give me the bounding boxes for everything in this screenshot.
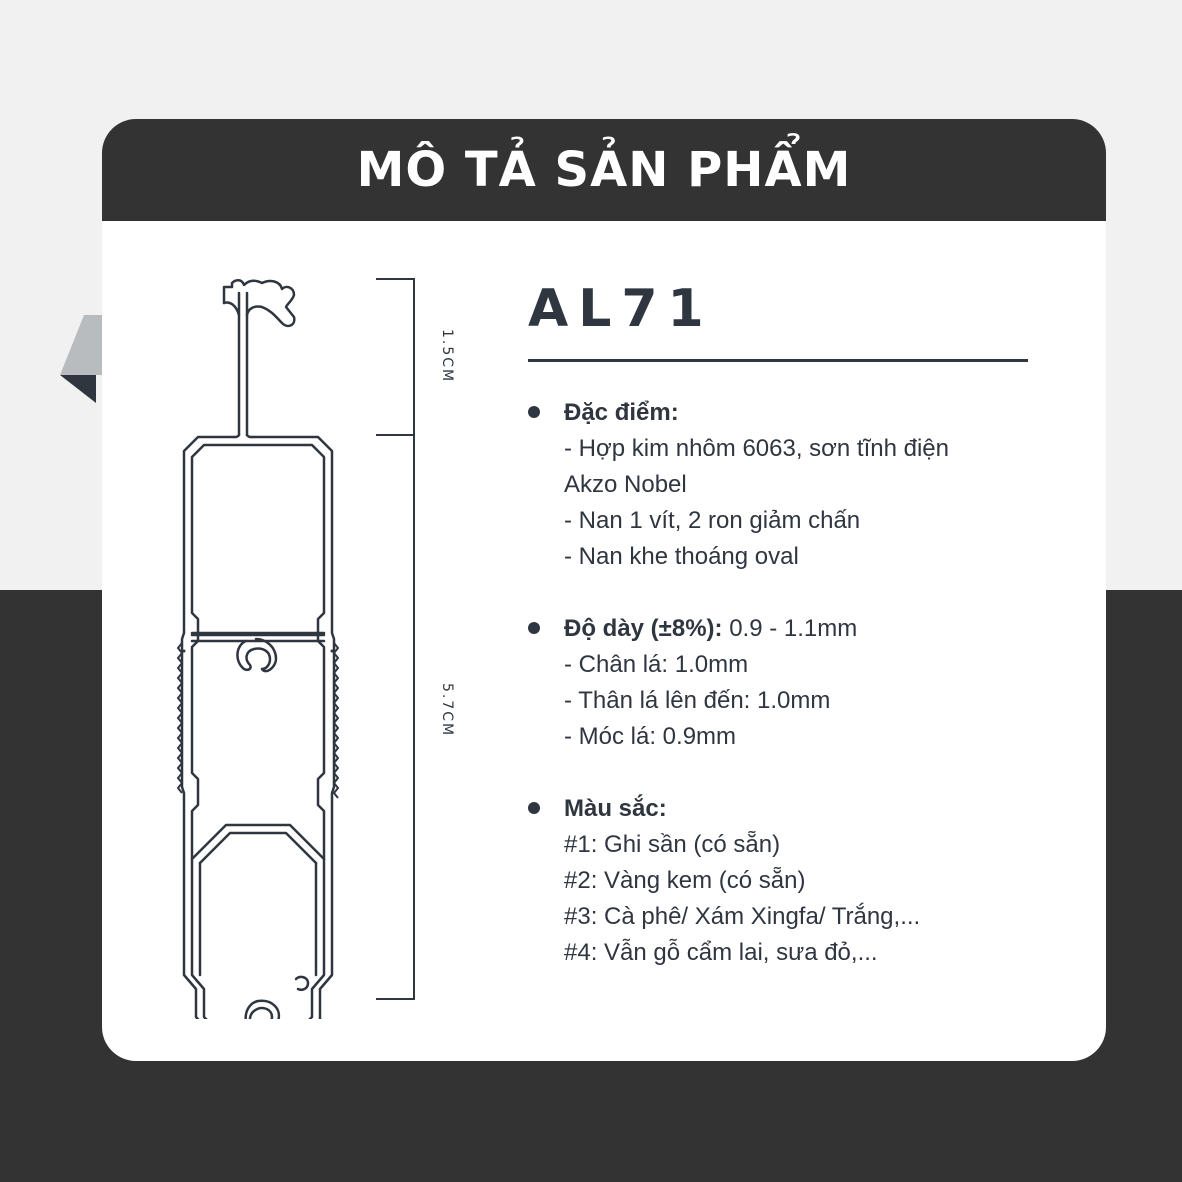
- bullet-icon: [528, 802, 540, 814]
- thickness-value: 0.9 - 1.1mm: [722, 615, 858, 642]
- thickness-line: - Móc lá: 0.9mm: [564, 723, 737, 750]
- card-header: [102, 119, 1106, 221]
- colors-line: #2: Vàng kem (có sẵn): [564, 867, 806, 894]
- colors-line: #1: Ghi sần (có sẵn): [564, 831, 781, 858]
- page-title: MÔ TẢ SẢN PHẨM: [356, 142, 852, 198]
- spec-thickness: [528, 611, 1048, 755]
- features-line: Akzo Nobel: [564, 471, 687, 498]
- product-card: [102, 119, 1106, 1061]
- features-label: Đặc điểm:: [564, 399, 679, 426]
- bullet-icon: [528, 406, 540, 418]
- bullet-icon: [528, 622, 540, 634]
- thickness-line: - Chân lá: 1.0mm: [564, 651, 749, 678]
- product-code: AL71: [528, 279, 714, 339]
- features-line: - Hợp kim nhôm 6063, sơn tĩnh điện: [564, 435, 949, 462]
- colors-line: #3: Cà phê/ Xám Xingfa/ Trắng,...: [564, 903, 921, 930]
- spec-list: [528, 395, 1048, 1007]
- colors-line: #4: Vẫn gỗ cẩm lai, sưa đỏ,...: [564, 939, 878, 966]
- thickness-line: - Thân lá lên đến: 1.0mm: [564, 687, 831, 714]
- spec-features: [528, 395, 1048, 575]
- dimension-bottom-label: 5.7CM: [439, 683, 455, 738]
- title-divider: [528, 359, 1028, 362]
- spec-colors: [528, 791, 1048, 971]
- colors-label: Màu sắc:: [564, 795, 667, 822]
- dimension-top-label: 1.5CM: [439, 329, 455, 384]
- thickness-label: Độ dày (±8%):: [564, 615, 723, 642]
- profile-outline-drawing: [162, 259, 482, 1019]
- features-line: - Nan 1 vít, 2 ron giảm chấn: [564, 507, 861, 534]
- features-line: - Nan khe thoáng oval: [564, 543, 799, 570]
